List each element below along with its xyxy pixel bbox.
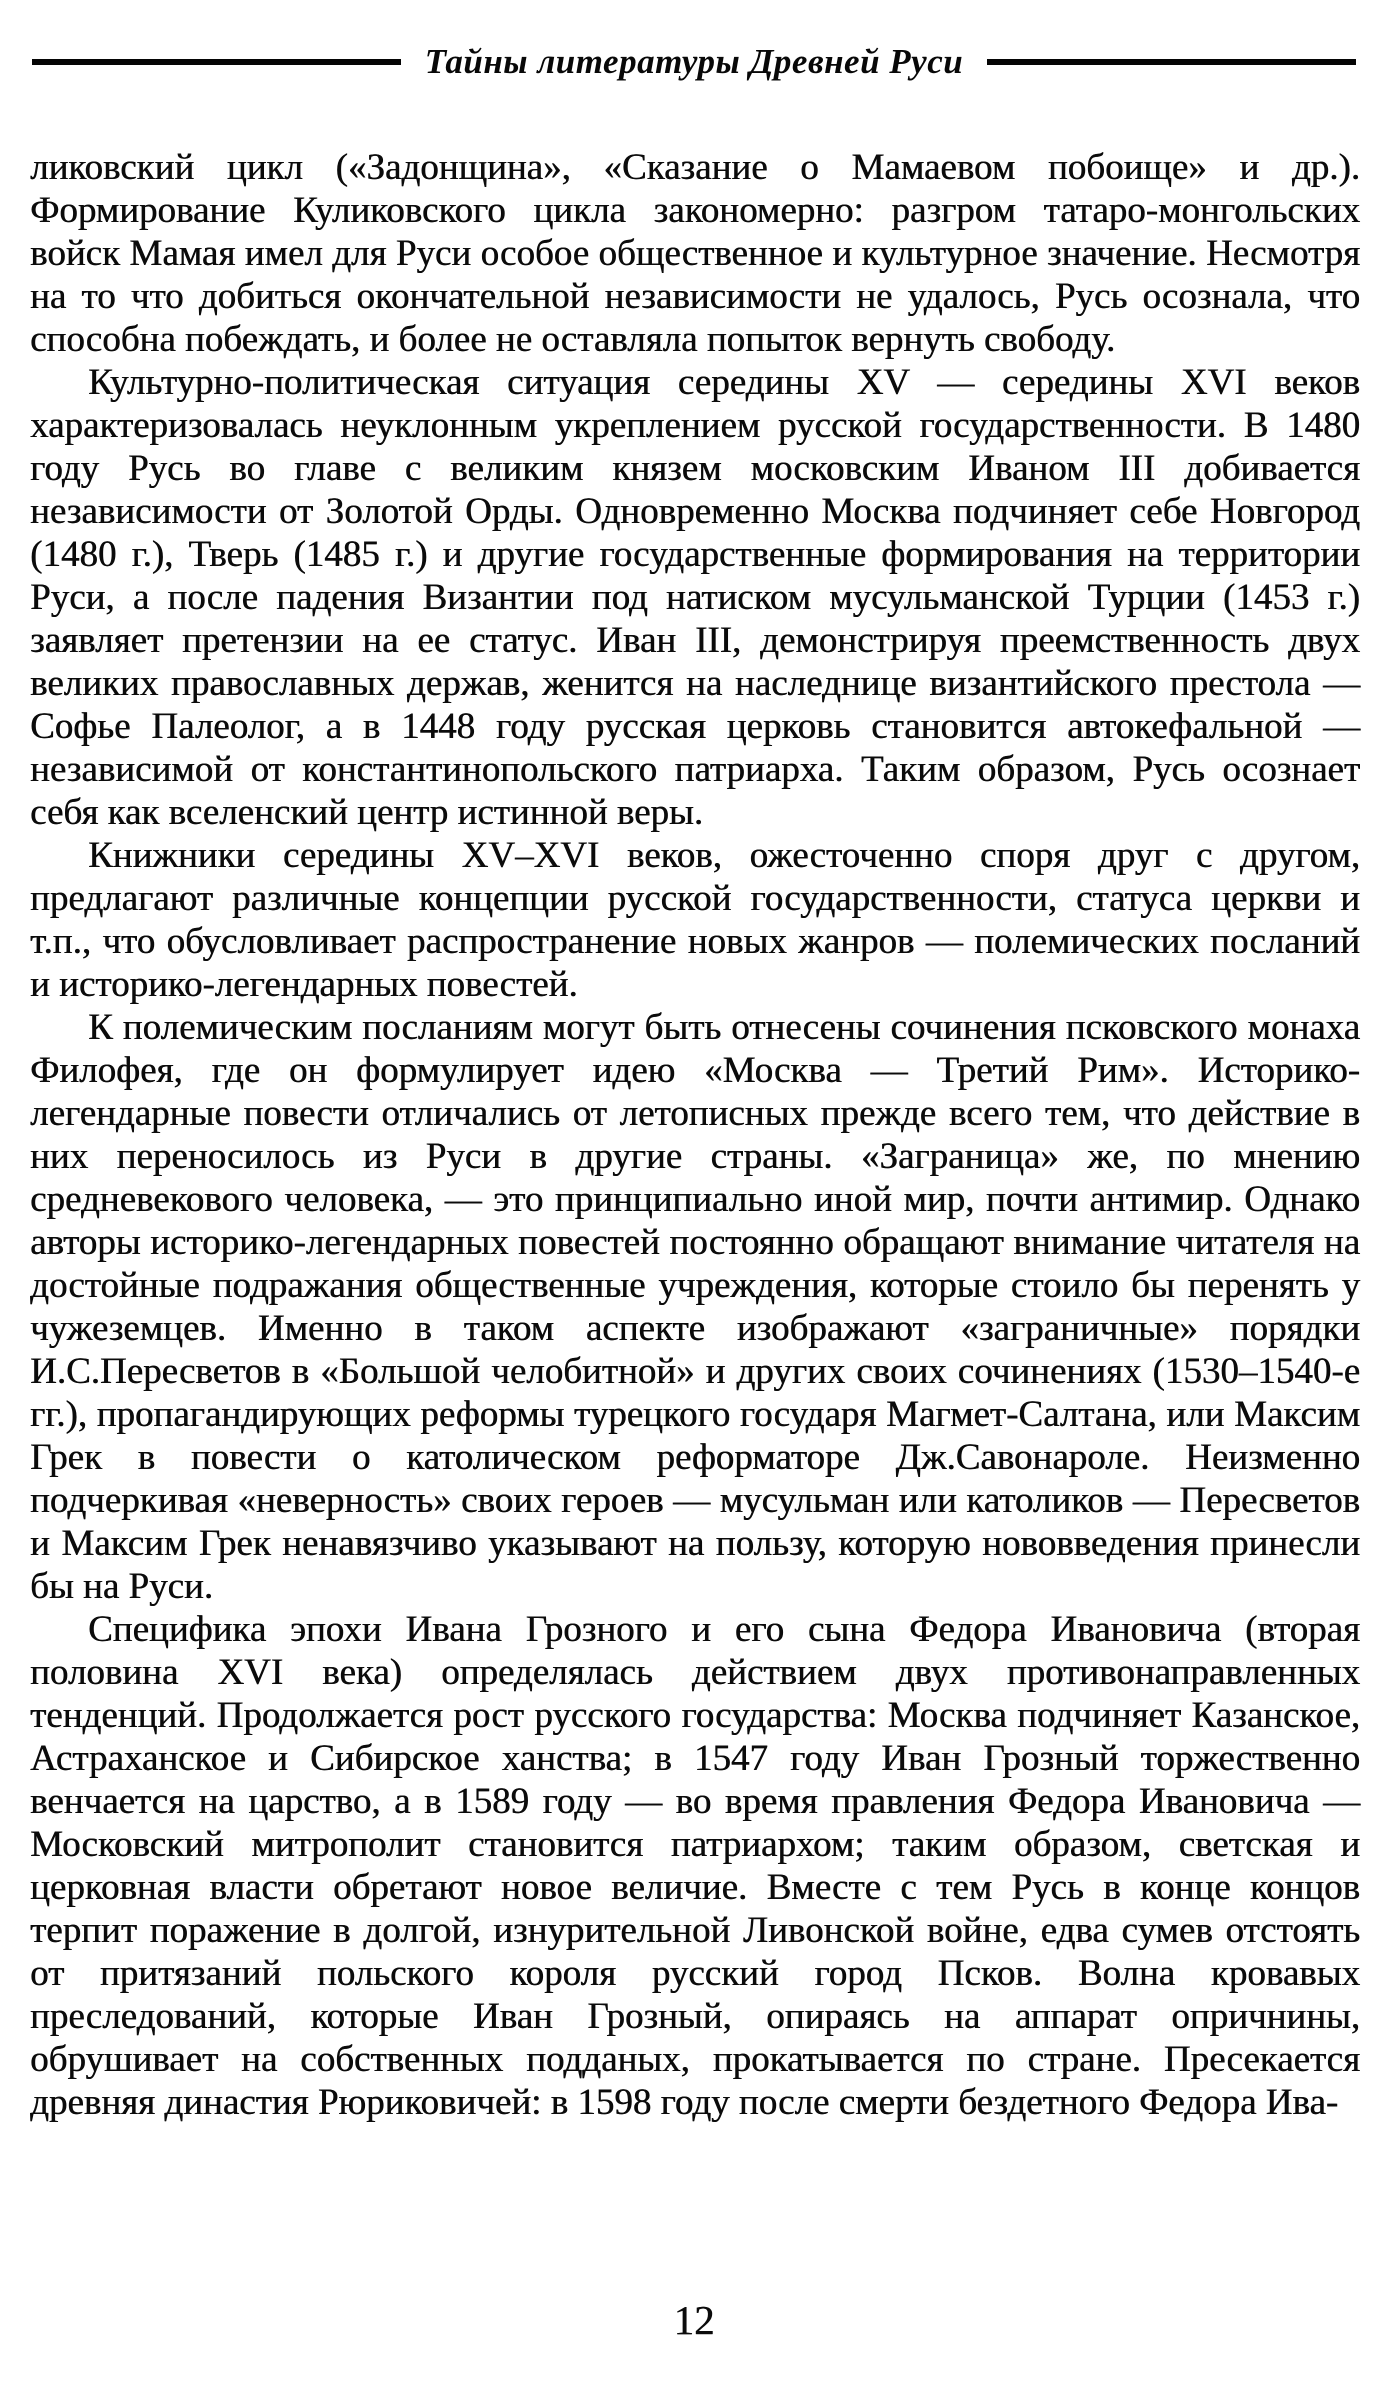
paragraph: Специфика эпохи Ивана Грозного и его сына Федора Ивановича (вторая половина XVI века) определялась действием двух противонаправленных тенденций. Продолжается рост русского государства: Москва подчиняет Казанское, Астраханское и Сибирское ханства; в 1547 году Иван Грозный торжественно венчается на царство, а в 1589 году — во время правления Федора Ивановича — Московский митрополит становится патриархом; таким образом, светская и церковная власти обретают новое величие. Вместе с тем Русь в конце концов терпит поражение в долгой, изнурительной Ливонской войне, едва сумев отстоять от притязаний польского короля русский город Псков. Волна кровавых преследований, которые Иван Грозный, опираясь на аппарат опричнины, обрушивает на собственных подданых, прокатывается по стране. Пресекается древняя династия Рюриковичей: в 1598 году после смерти бездетного Федора Ива- [30, 1609, 1360, 2123]
running-header [32, 42, 1356, 82]
paragraph-continuation: ликовский цикл («Задонщина», «Сказание о Мамаевом побоище» и др.). Формирование Куликовского цикла закономерно: разгром татаро-монгольских войск Мамая имел для Руси особое общественное и культурное значение. Несмотря на то что добиться окончательной независимости не удалось, Русь осознала, что способна побеждать, и более не оставляла попыток вернуть свободу. [30, 147, 1360, 360]
header-rule-right [987, 59, 1356, 65]
page-text-block [30, 146, 1360, 2124]
paragraph: Книжники середины XV–XVI веков, ожесточенно споря друг с другом, предлагают различные концепции русской государственности, статуса церкви и т.п., что обусловливает распространение новых жанров — полемических посланий и историко-легендарных повестей. [30, 835, 1360, 1005]
header-rule-left [32, 59, 401, 65]
paragraph: Культурно-политическая ситуация середины XV — середины XVI веков характеризовалась неуклонным укреплением русской государственности. В 1480 году Русь во главе с великим князем московским Иваном III добивается независимости от Золотой Орды. Одновременно Москва подчиняет себе Новгород (1480 г.), Тверь (1485 г.) и другие государственные формирования на территории Руси, а после падения Византии под натиском мусульманской Турции (1453 г.) заявляет претензии на ее статус. Иван III, демонстрируя преемственность двух великих православных держав, женится на наследнице византийского престола — Софье Палеолог, а в 1448 году русская церковь становится автокефальной — независимой от константинопольского патриарха. Таким образом, Русь осознает себя как вселенский центр истинной веры. [30, 362, 1360, 833]
page-footer [0, 2296, 1388, 2344]
paragraph: К полемическим посланиям могут быть отнесены сочинения псковского монаха Филофея, где он формулирует идею «Москва — Третий Рим». Историко-легендарные повести отличались от летописных прежде всего тем, что действие в них переносилось из Руси в другие страны. «Заграница» же, по мнению средневекового человека, — это принципиально иной мир, почти антимир. Однако авторы историко-легендарных повестей постоянно обращают внимание читателя на достойные подражания общественные учреждения, которые стоило бы перенять у чужеземцев. Именно в таком аспекте изображают «заграничные» порядки И.С.Пересветов в «Большой челобитной» и других своих сочинениях (1530–1540-е гг.), пропагандирующих реформы турецкого государя Магмет-Салтана, или Максим Грек в повести о католическом реформаторе Дж.Савонароле. Неизменно подчеркивая «неверность» своих героев — мусульман или католиков — Пересветов и Максим Грек ненавязчиво указывают на пользу, которую нововведения принесли бы на Руси. [30, 1007, 1360, 1607]
running-title: Тайны литературы Древней Руси [424, 42, 964, 81]
page-number: 12 [673, 2297, 715, 2343]
